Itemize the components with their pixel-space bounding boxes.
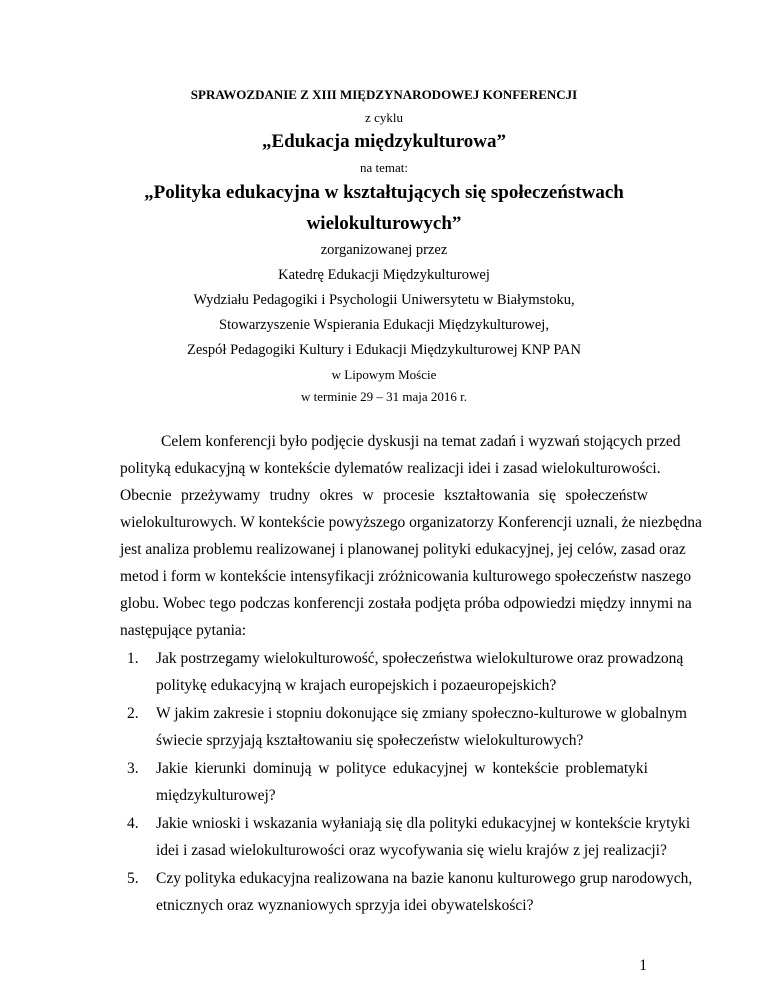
list-item-line: Jak postrzegamy wielokulturowość, społeczeństwa wielokulturowe oraz prowadzoną: [156, 650, 684, 667]
list-item-line: politykę edukacyjną w krajach europejskich i pozaeuropejskich?: [156, 677, 557, 694]
cycle-intro: z cyklu: [365, 110, 403, 125]
organizer-line-3: Stowarzyszenie Wspierania Edukacji Międzykulturowej,: [219, 317, 549, 333]
paragraph-line: Obecnie przeżywamy trudny okres w procesie kształtowania się społeczeństw: [120, 487, 648, 504]
list-item-line: Jakie wnioski i wskazania wyłaniają się dla polityki edukacyjnej w kontekście krytyki: [156, 815, 691, 832]
list-item-number: 1.: [127, 650, 139, 667]
list-item-line: świecie sprzyjają kształtowaniu się społeczeństw wielokulturowych?: [156, 732, 584, 749]
list-item-number: 2.: [127, 705, 139, 722]
paragraph-line: jest analiza problemu realizowanej i planowanej polityki edukacyjnej, jej celów, zasad oraz: [120, 541, 686, 558]
conference-dates: w terminie 29 – 31 maja 2016 r.: [300, 389, 468, 404]
paragraph-line: wielokulturowych. W kontekście powyższego organizatorzy Konferencji uznali, że niezbędna: [120, 514, 702, 531]
paragraph-line: Celem konferencji było podjęcie dyskusji na temat zadań i wyzwań stojących przed: [161, 433, 681, 450]
list-item-line: Jakie kierunki dominują w polityce edukacyjnej w kontekście problematyki: [156, 760, 648, 777]
list-item-line: Czy polityka edukacyjna realizowana na bazie kanonu kulturowego grup narodowych,: [156, 870, 693, 887]
list-item-line: W jakim zakresie i stopniu dokonujące się zmiany społeczno-kulturowe w globalnym: [156, 705, 687, 722]
cycle-name: „Edukacja międzykulturowa”: [261, 131, 507, 152]
list-item-line: etnicznych oraz wyznaniowych sprzyja idei obywatelskości?: [156, 897, 534, 914]
list-item-number: 3.: [127, 760, 139, 777]
topic-title-line-2: wielokulturowych”: [306, 213, 462, 234]
paragraph-line: polityką edukacyjną w kontekście dylematów realizacji idei i zasad wielokulturowości.: [120, 460, 661, 477]
paragraph-line: metod i form w kontekście intensyfikacji zróżnicowania kulturowego społeczeństw naszego: [120, 568, 692, 585]
topic-title-line-1: „Polityka edukacyjna w kształtujących się społeczeństwach: [144, 182, 624, 203]
paragraph-line: następujące pytania:: [120, 622, 247, 639]
paragraph-line: globu. Wobec tego podczas konferencji została podjęta próba odpowiedzi między innymi na: [120, 595, 692, 612]
conference-location: w Lipowym Moście: [331, 367, 437, 382]
list-item-number: 4.: [127, 815, 139, 832]
organizer-line-4: Zespół Pedagogiki Kultury i Edukacji Międzykulturowej KNP PAN: [186, 342, 581, 358]
organizer-line-1: Katedrę Edukacji Międzykulturowej: [278, 267, 490, 283]
list-item-line: międzykulturowej?: [156, 787, 276, 804]
report-title: SPRAWOZDANIE Z XIII MIĘDZYNARODOWEJ KONFERENCJI: [190, 87, 578, 102]
list-item-number: 5.: [127, 870, 139, 887]
organized-by: zorganizowanej przez: [320, 242, 448, 258]
topic-intro: na temat:: [359, 160, 408, 175]
organizer-line-2: Wydziału Pedagogiki i Psychologii Uniwersytetu w Białymstoku,: [193, 292, 575, 308]
page-number: 1: [639, 957, 647, 974]
list-item-line: idei i zasad wielokulturowości oraz wycofywania się wielu krajów z jej realizacji?: [156, 842, 667, 859]
